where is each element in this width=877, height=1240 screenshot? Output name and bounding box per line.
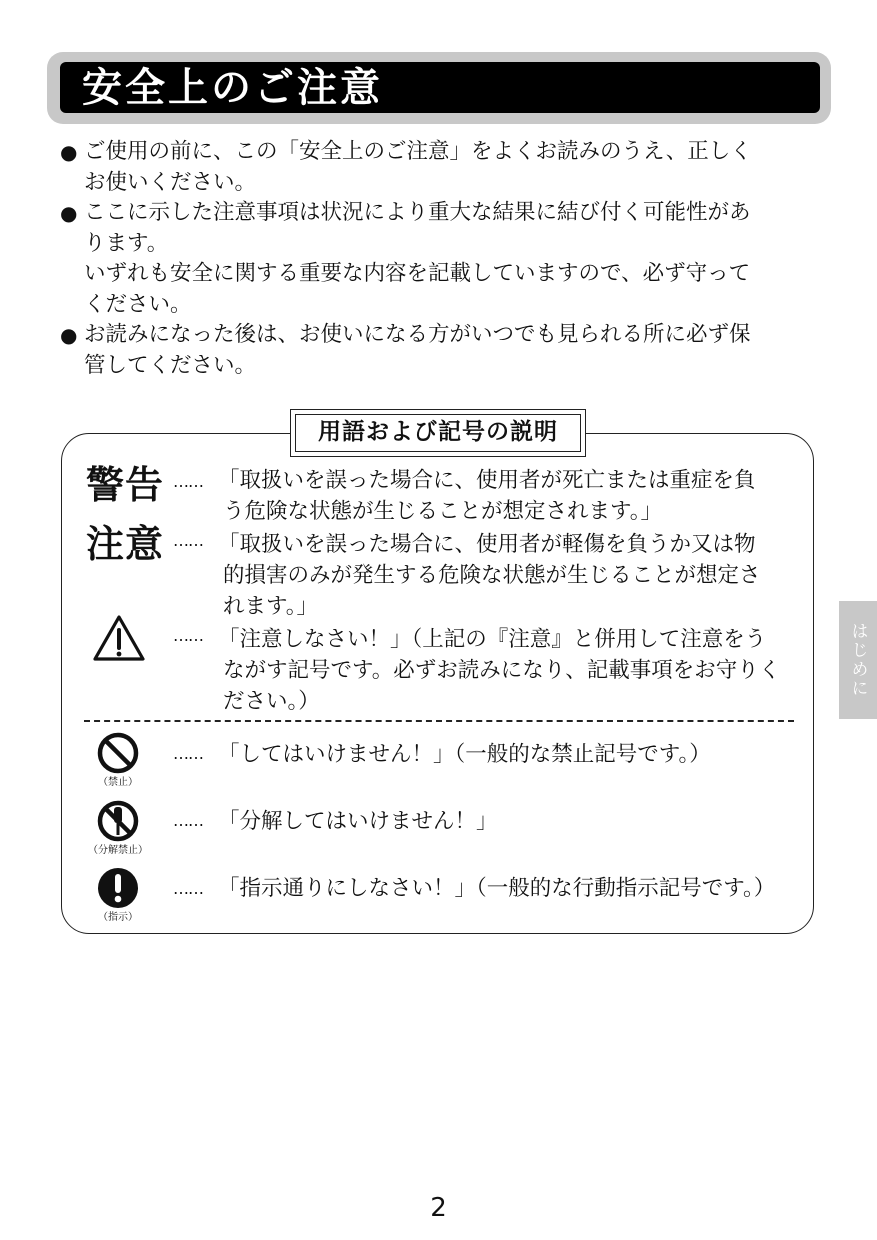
- symbol-caption: （禁止）: [98, 777, 138, 788]
- desc-line: ながす記号です。必ずお読みになり、記載事項をお守りく: [223, 658, 781, 683]
- desc-line: 「取扱いを誤った場合に、使用者が軽傷を負うか又は物: [218, 532, 756, 557]
- mandatory-instruction-icon: [96, 866, 140, 910]
- bullet-icon: ●: [60, 323, 78, 347]
- note-line: ください。: [84, 291, 192, 317]
- desc-line: う危険な状態が生じることが想定されます。」: [223, 499, 663, 524]
- page-title: 安全上のご注意: [82, 65, 383, 111]
- page-number: 2: [430, 1193, 447, 1223]
- note-item: [60, 137, 820, 198]
- prohibited-description: 「してはいけません！」（一般的な禁止記号です。）: [218, 742, 711, 767]
- warning-triangle-icon: [84, 614, 154, 662]
- mandatory-symbol: [83, 866, 153, 924]
- warning-description: [218, 465, 798, 527]
- leader-dots: ……: [173, 879, 203, 898]
- dashed-divider: [84, 720, 794, 722]
- desc-line: ださい。）: [223, 689, 320, 714]
- note-line: ご使用の前に、この「安全上のご注意」をよくお読みのうえ、正しく: [84, 139, 752, 164]
- bullet-icon: ●: [60, 201, 78, 225]
- leader-dots: ……: [173, 472, 203, 491]
- warning-word: 警告: [86, 463, 165, 507]
- desc-line: 「注意しなさい！」（上記の『注意』と併用して注意をう: [218, 627, 767, 652]
- desc-line: れます。」: [223, 594, 319, 619]
- desc-line: 的損害のみが発生する危険な状態が生じることが想定さ: [223, 563, 761, 588]
- bullet-icon: ●: [60, 140, 78, 164]
- prohibited-symbol: [83, 731, 153, 789]
- caution-description: [218, 529, 798, 622]
- leader-dots: ……: [173, 744, 203, 763]
- note-line: いずれも安全に関する重要な内容を記載していますので、必ず守って: [84, 261, 751, 286]
- side-tab-label: はじめに: [847, 622, 868, 698]
- prohibited-icon: [96, 731, 140, 775]
- terms-box-label: 用語および記号の説明: [290, 409, 586, 457]
- symbol-caption: （分解禁止）: [88, 845, 148, 856]
- leader-dots: ……: [173, 531, 203, 550]
- note-item: [60, 320, 820, 381]
- leader-dots: ……: [173, 626, 203, 645]
- note-line: ります。: [84, 230, 169, 256]
- attention-description: [218, 624, 798, 717]
- caution-word: 注意: [86, 522, 165, 566]
- note-item: [60, 198, 820, 320]
- safety-notes: [60, 137, 820, 381]
- symbol-caption: （指示）: [98, 912, 138, 923]
- no-disassembly-icon: [96, 799, 140, 843]
- no-disassembly-symbol: [83, 799, 153, 857]
- no-disassembly-description: 「分解してはいけません！」: [218, 809, 498, 834]
- note-line: ここに示した注意事項は状況により重大な結果に結び付く可能性があ: [84, 200, 751, 225]
- note-line: お使いください。: [84, 169, 257, 195]
- mandatory-description: 「指示通りにしなさい！」（一般的な行動指示記号です。）: [218, 876, 776, 901]
- side-tab: [839, 601, 877, 719]
- leader-dots: ……: [173, 811, 203, 830]
- note-line: お読みになった後は、お使いになる方がいつでも見られる所に必ず保: [84, 322, 751, 347]
- desc-line: 「取扱いを誤った場合に、使用者が死亡または重症を負: [218, 468, 756, 493]
- note-line: 管してください。: [84, 352, 257, 378]
